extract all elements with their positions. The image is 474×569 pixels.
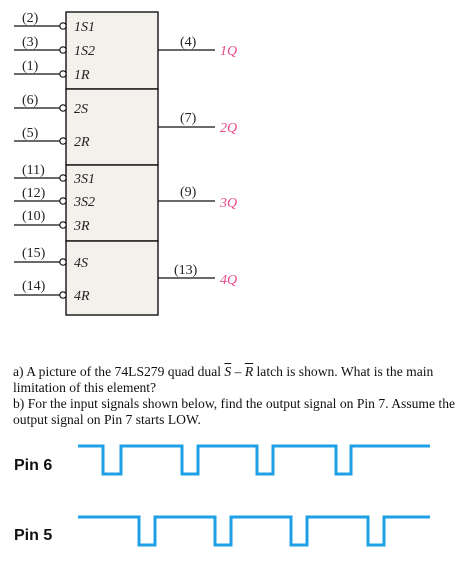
inversion-bubble: [60, 47, 66, 53]
pin-number: (5): [22, 126, 39, 141]
question-a-dash: –: [231, 364, 245, 379]
input-label: 3S2: [74, 195, 95, 210]
input-label: 3R: [74, 219, 90, 234]
input-label: 1R: [74, 68, 90, 83]
input-label: 2S: [74, 102, 88, 117]
question-b: b) For the input signals shown below, find the output signal on Pin 7. Assume the output signal on Pin 7 starts LOW.: [13, 396, 456, 427]
inversion-bubble: [60, 71, 66, 77]
input-label: 4S: [74, 256, 88, 271]
input-label: 4R: [74, 289, 90, 304]
s-bar: $\overline{S}$: [224, 364, 232, 379]
output-label: 3Q: [220, 196, 238, 211]
pin-number: (12): [22, 186, 46, 201]
inversion-bubble: [60, 23, 66, 29]
question-a-prefix: a) A picture of the 74LS279 quad dual: [13, 364, 225, 379]
input-label: 1S2: [74, 44, 95, 59]
pin-number: (4): [180, 35, 197, 50]
inversion-bubble: [60, 198, 66, 204]
output-label: 1Q: [220, 44, 238, 59]
input-label: 1S1: [74, 20, 95, 35]
pin-number: (11): [22, 163, 45, 178]
inversion-bubble: [60, 138, 66, 144]
pin-number: (14): [22, 279, 46, 294]
question-a: [13, 364, 465, 396]
pin-number: (9): [180, 185, 197, 200]
latch-block-2: [66, 89, 158, 165]
inversion-bubble: [60, 292, 66, 298]
waveform-pin5: [78, 517, 430, 545]
pin-number: (6): [22, 93, 39, 108]
pin-number: (3): [22, 35, 39, 50]
pin-number: (7): [180, 111, 197, 126]
waveform-label-pin6: Pin 6: [14, 457, 53, 474]
output-label: 2Q: [220, 121, 238, 136]
inversion-bubble: [60, 222, 66, 228]
input-label: 3S1: [74, 172, 95, 187]
pin-number: (15): [22, 246, 46, 261]
r-bar: $\overline{R}$: [244, 364, 254, 379]
inversion-bubble: [60, 175, 66, 181]
input-label: 2R: [74, 135, 90, 150]
pin-number: (10): [22, 209, 46, 224]
output-label: 4Q: [220, 273, 238, 288]
pin-number: (2): [22, 11, 39, 26]
pin-number: (13): [174, 263, 198, 278]
waveform-label-pin5: Pin 5: [14, 527, 53, 544]
question-a-suffix: latch is shown. What is the main limitation of this element?: [13, 364, 434, 395]
inversion-bubble: [60, 105, 66, 111]
pin-number: (1): [22, 59, 39, 74]
question-text: [13, 364, 465, 428]
inversion-bubble: [60, 259, 66, 265]
waveform-pin6: [78, 446, 430, 474]
